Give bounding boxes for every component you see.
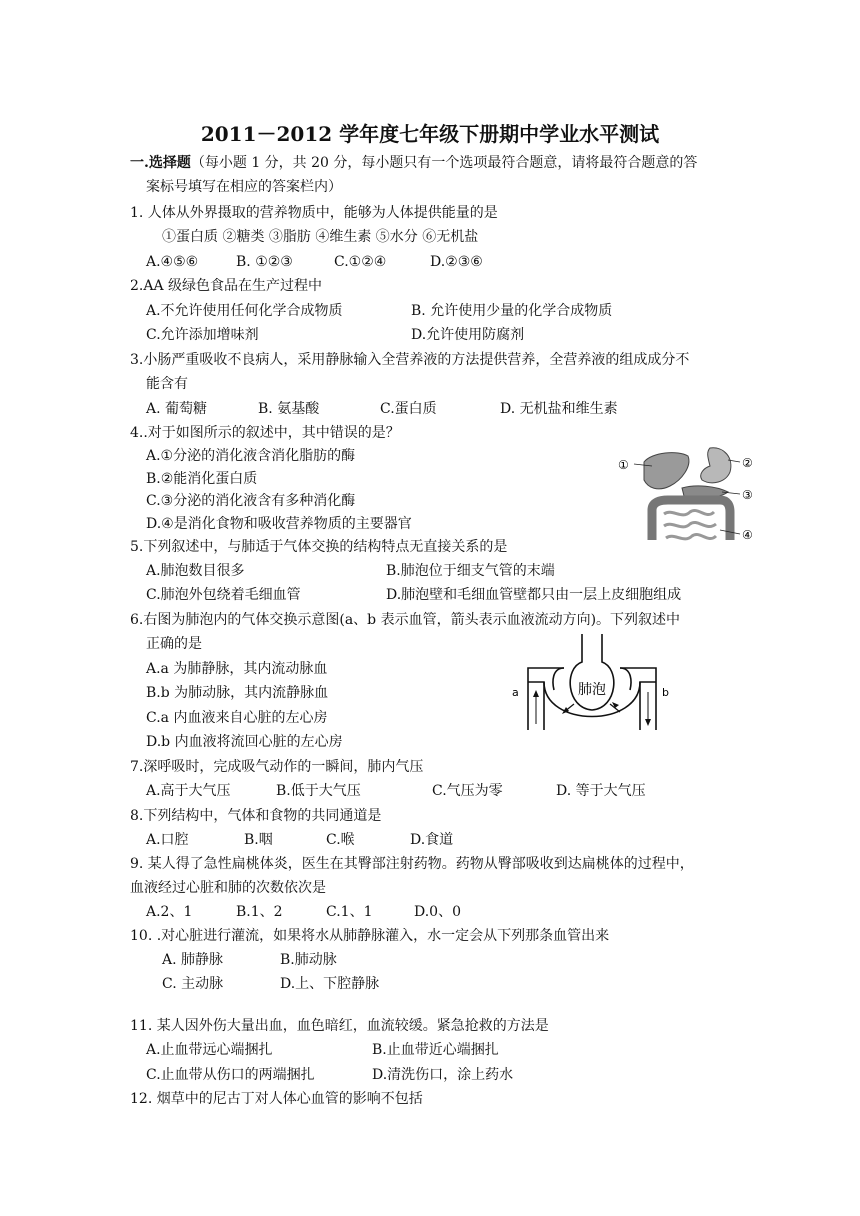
digestive-system-figure [612,440,764,548]
large-intestine-shape [652,500,730,540]
question-2-stem: 2.AA 级绿色食品在生产过程中 [130,278,323,294]
vessel-a-shape [528,668,564,730]
flow-arrowhead-b [645,719,651,726]
question-6-option-c: C.a 内血液来自心脏的左心房 [146,710,328,726]
alveolus-figure [508,634,676,734]
liver-shape [644,453,689,489]
question-11-option-c: C.止血带从伤口的两端捆扎 [146,1067,315,1083]
fig-label-4: ④ [742,528,753,542]
question-7-option-c: C.气压为零 [432,783,503,799]
question-3-option-b: B. 氨基酸 [258,401,320,417]
capillary-connector-left [553,668,564,690]
question-6-option-a: A.a 为肺静脉，其内流动脉血 [146,661,328,677]
question-7-option-b: B.低于大气压 [276,783,361,799]
page-title: 2011－2012 学年度七年级下册期中学业水平测试 [200,122,660,146]
question-7-stem: 7.深呼吸时，完成吸气动作的一瞬间，肺内气压 [130,759,424,775]
question-5-option-c: C.肺泡外包绕着毛细血管 [146,587,301,603]
question-6-stem-1: 6.右图为肺泡内的气体交换示意图(a、b 表示血管，箭头表示血液流动方向)。下列叙述中 [130,612,681,628]
question-3-option-c: C.蛋白质 [380,401,437,417]
question-3-stem-2: 能含有 [146,376,188,392]
section-heading: 一.选择题 [130,155,191,171]
question-8-stem: 8.下列结构中，气体和食物的共同通道是 [130,808,382,824]
question-1-items: ①蛋白质 ②糖类 ③脂肪 ④维生素 ⑤水分 ⑥无机盐 [162,229,479,245]
question-8-option-d: D.食道 [410,832,454,848]
fig-label-3: ③ [742,488,753,502]
flow-arrowhead-a [533,690,539,697]
question-1-option-b: B. ①②③ [236,254,293,270]
question-4-stem: 4..对于如图所示的叙述中，其中错误的是？ [130,425,400,441]
question-8-option-a: A.口腔 [146,832,189,848]
question-11-option-b: B.止血带近心端捆扎 [372,1042,499,1058]
question-6-option-b: B.b 为肺动脉，其内流静脉血 [146,685,329,701]
section-note-1: （每小题 1 分，共 20 分，每小题只有一个选项最符合题意，请将最符合题意的答 [190,155,698,171]
question-9-option-b: B.1、2 [236,904,283,920]
question-4-option-d: D.④是消化食物和吸收营养物质的主要器官 [146,516,412,532]
question-10-option-b: B.肺动脉 [280,952,337,968]
question-1-option-c: C.①②④ [334,254,387,270]
question-9-stem-1: 9. 某人得了急性扁桃体炎，医生在其臀部注射药物。药物从臀部吸收到达扁桃体的过程中， [130,856,694,872]
question-4-option-b: B.②能消化蛋白质 [146,471,258,487]
question-10-stem: 10. .对心脏进行灌流，如果将水从肺静脉灌入，水一定会从下列那条血管出来 [130,928,610,944]
question-8-option-c: C.喉 [326,832,355,848]
question-11-option-d: D.清洗伤口，涂上药水 [372,1067,514,1083]
fig-label-2: ② [742,456,753,470]
question-5-stem: 5.下列叙述中，与肺适于气体交换的结构特点无直接关系的是 [130,539,508,555]
fig-label-1: ① [618,458,629,472]
alveolus-label: 肺泡 [578,682,606,698]
question-9-option-d: D.0、0 [414,904,461,920]
question-2-option-a: A.不允许使用任何化学合成物质 [146,303,343,319]
vessel-b-shape [620,668,656,730]
capillary-connector-right [620,668,631,690]
question-1-option-d: D.②③⑥ [430,254,483,270]
question-2-option-c: C.允许添加增味剂 [146,327,259,343]
section-note-2: 案标号填写在相应的答案栏内） [146,179,342,195]
stomach-shape [701,448,731,483]
question-5-option-b: B.肺泡位于细支气管的末端 [386,563,555,579]
question-6-option-d: D.b 内血液将流回心脏的左心房 [146,734,343,750]
question-1-stem: 1. 人体从外界摄取的营养物质中，能够为人体提供能量的是 [130,205,498,221]
question-8-option-b: B.咽 [244,832,273,848]
question-11-stem: 11. 某人因外伤大量出血，血色暗红，血流较缓。紧急抢救的方法是 [130,1018,549,1034]
question-9-option-c: C.1、1 [326,904,373,920]
question-9-stem-2: 血液经过心脏和肺的次数依次是 [130,880,326,896]
question-4-option-a: A.①分泌的消化液含消化脂肪的酶 [146,448,356,464]
question-11-option-a: A.止血带远心端捆扎 [146,1042,273,1058]
section-line-1 [130,153,697,173]
vessel-a-label: a [512,686,519,699]
question-5-option-a: A.肺泡数目很多 [146,563,245,579]
question-2-option-d: D.允许使用防腐剂 [411,327,525,343]
question-9-option-a: A.2、1 [146,904,193,920]
small-intestine-shape [664,510,716,538]
question-10-option-d: D.上、下腔静脉 [280,976,380,992]
alveolus-shape [570,634,614,710]
question-3-stem-1: 3.小肠严重吸收不良病人，采用静脉输入全营养液的方法提供营养，全营养液的组成成分不 [130,352,690,368]
question-7-option-a: A.高于大气压 [146,783,231,799]
question-12-stem: 12. 烟草中的尼古丁对人体心血管的影响不包括 [130,1091,423,1107]
question-6-stem-2: 正确的是 [146,636,202,652]
vessel-b-label: b [662,686,669,699]
question-10-option-c: C. 主动脉 [162,976,224,992]
question-3-option-d: D. 无机盐和维生素 [500,401,618,417]
question-5-option-d: D.肺泡壁和毛细血管壁都只由一层上皮细胞组成 [386,587,682,603]
question-1-option-a: A.④⑤⑥ [146,254,199,270]
question-2-option-b: B. 允许使用少量的化学合成物质 [411,303,613,319]
question-4-option-c: C.③分泌的消化液含有多种消化酶 [146,493,356,509]
question-7-option-d: D. 等于大气压 [556,783,646,799]
question-3-option-a: A. 葡萄糖 [146,401,208,417]
question-10-option-a: A. 肺静脉 [162,952,224,968]
